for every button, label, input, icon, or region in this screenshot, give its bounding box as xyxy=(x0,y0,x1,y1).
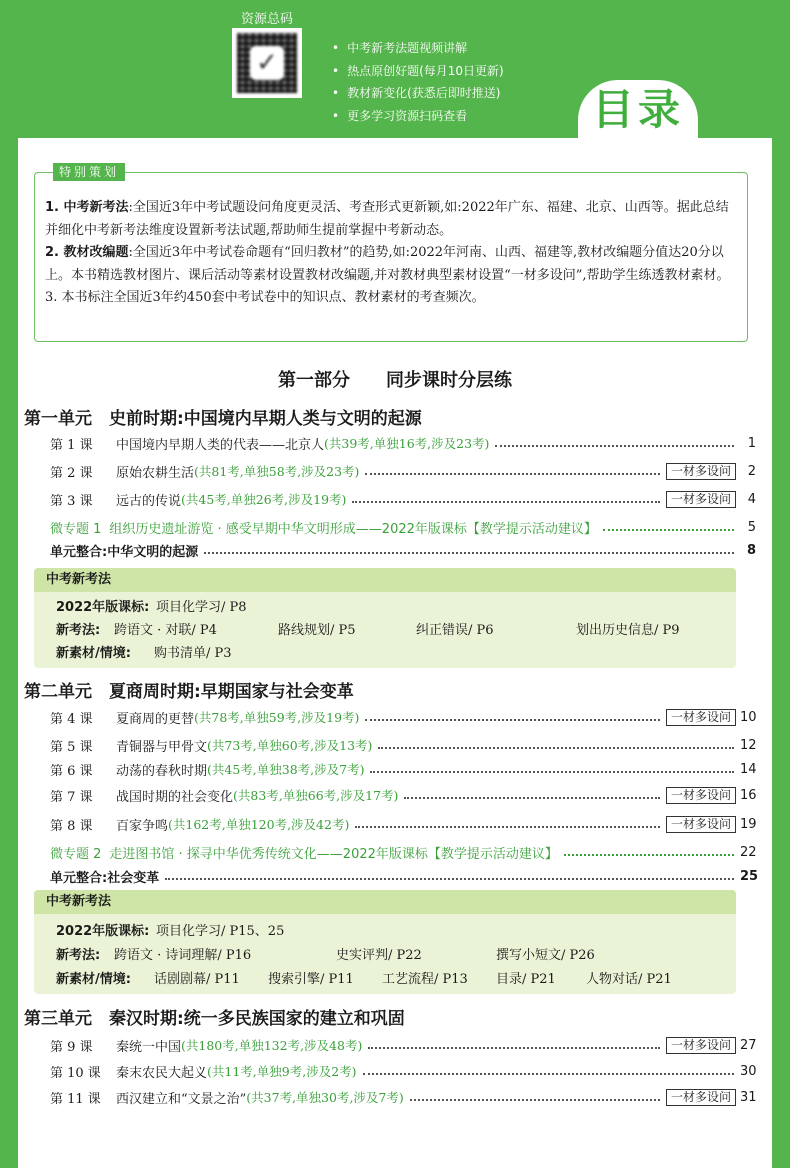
topic-row[interactable]: 微专题 2 走进图书馆 · 探寻中华优秀传统文化——2022年版课标【教学提示活动建议】 22 xyxy=(50,844,757,862)
special-item: 3. 本书标注全国近3年约450套中考试卷中的知识点、教材素材的考查频次。 xyxy=(45,290,485,305)
feature-list xyxy=(332,37,504,127)
unit-title: 第二单元 夏商周时期:早期国家与社会变革 xyxy=(24,682,354,702)
lesson-row[interactable]: 第 3 课 远古的传说 (共45考,单独26考,涉及19考) 一材多设问 4 xyxy=(50,491,756,509)
one-material-tag: 一材多设问 xyxy=(666,1037,736,1054)
one-material-tag: 一材多设问 xyxy=(666,463,736,480)
unit-title: 第三单元 秦汉时期:统一多民族国家的建立和巩固 xyxy=(24,1009,405,1029)
one-material-tag: 一材多设问 xyxy=(666,787,736,804)
summary-row[interactable]: 单元整合:社会变革 25 xyxy=(50,868,759,886)
checkmark-icon: ✓ xyxy=(250,46,284,80)
lesson-row[interactable]: 第 7 课 战国时期的社会变化 (共83考,单独66考,涉及17考) 一材多设问 16 xyxy=(50,787,757,805)
box-head: 中考新考法 xyxy=(34,890,736,914)
lesson-row[interactable]: 第 1 课 中国境内早期人类的代表——北京人 (共39考,单独16考,涉及23考) 1 xyxy=(50,435,756,453)
box-line: 2022年版课标: 项目化学习/ P15、25 xyxy=(56,924,285,939)
unit-title: 第一单元 史前时期:中国境内早期人类与文明的起源 xyxy=(24,409,422,429)
lesson-row[interactable]: 第 9 课 秦统一中国 (共180考,单独132考,涉及48考) 一材多设问 27 xyxy=(50,1037,757,1055)
box-line: 新考法: 跨语文 · 对联/ P4 路线规划/ P5 纠正错误/ P6 划出历史信息/ P9 xyxy=(56,623,680,638)
lesson-row[interactable]: 第 4 课 夏商周的更替 (共78考,单独59考,涉及19考) 一材多设问 10 xyxy=(50,709,757,727)
box-line: 新考法: 跨语文 · 诗词理解/ P16 史实评判/ P22 撰写小短文/ P26 xyxy=(56,948,595,963)
part-title: 第一部分 同步课时分层练 xyxy=(278,370,512,391)
qr-label: 资源总码 xyxy=(240,12,293,27)
box-head: 中考新考法 xyxy=(34,568,736,592)
lesson-row[interactable]: 第 10 课 秦末农民大起义 (共11考,单独9考,涉及2考) 30 xyxy=(50,1063,757,1081)
feature-item: • 热点原创好题(每月10日更新) xyxy=(332,60,504,83)
header-band xyxy=(0,0,790,140)
feature-item: • 教材新变化(获悉后即时推送) xyxy=(332,82,504,105)
new-method-box xyxy=(34,890,736,994)
one-material-tag: 一材多设问 xyxy=(666,1089,736,1106)
box-line: 新素材/情境: 话剧剧幕/ P11 搜索引擎/ P11 工艺流程/ P13 目录/ P21 人物对话/ P21 xyxy=(56,972,672,987)
one-material-tag: 一材多设问 xyxy=(666,709,736,726)
special-plan-tag: 特别策划 xyxy=(53,163,125,181)
special-item: 1. 中考新考法:全国近3年中考试题设问角度更灵活、考查形式更新颖,如:2022年广东、福建、北京、山西等。据此总结并细化中考新考法维度设置新考法试题,帮助师生提前掌握中考新动态。 xyxy=(45,200,729,238)
lesson-row[interactable]: 第 5 课 青铜器与甲骨文 (共73考,单独60考,涉及13考) 12 xyxy=(50,737,757,755)
lesson-row[interactable]: 第 11 课 西汉建立和“文景之治” (共37考,单独30考,涉及7考) 一材多设问 31 xyxy=(50,1089,757,1107)
special-item: 2. 教材改编题:全国近3年中考试卷命题有“回归教材”的趋势,如:2022年河南、山西、福建等,教材改编题分值达20分以上。本书精选教材图片、课后活动等素材设置教材改编题,并对教材典型素材设置“一材多设问”,帮助学生练透教材素材。 xyxy=(45,245,730,283)
one-material-tag: 一材多设问 xyxy=(666,491,736,508)
topic-row[interactable]: 微专题 1 组织历史遗址游览 · 感受早期中华文明形成——2022年版课标【教学提示活动建议】 5 xyxy=(50,519,756,537)
new-method-box xyxy=(34,568,736,668)
feature-item: • 更多学习资源扫码查看 xyxy=(332,105,504,128)
page-title: 目录 xyxy=(578,80,698,140)
special-plan-box xyxy=(34,165,748,342)
lesson-row[interactable]: 第 2 课 原始农耕生活 (共81考,单独58考,涉及23考) 一材多设问 2 xyxy=(50,463,756,481)
summary-row[interactable]: 单元整合:中华文明的起源 8 xyxy=(50,542,756,560)
lesson-row[interactable]: 第 6 课 动荡的春秋时期 (共45考,单独38考,涉及7考) 14 xyxy=(50,761,757,779)
toc-panel xyxy=(18,138,772,1168)
box-line: 2022年版课标: 项目化学习/ P8 xyxy=(56,600,247,615)
feature-item: • 中考新考法题视频讲解 xyxy=(332,37,504,60)
lesson-row[interactable]: 第 8 课 百家争鸣 (共162考,单独120考,涉及42考) 一材多设问 19 xyxy=(50,816,757,834)
one-material-tag: 一材多设问 xyxy=(666,816,736,833)
qr-code[interactable] xyxy=(232,28,302,98)
box-line: 新素材/情境: 购书清单/ P3 xyxy=(56,646,232,661)
